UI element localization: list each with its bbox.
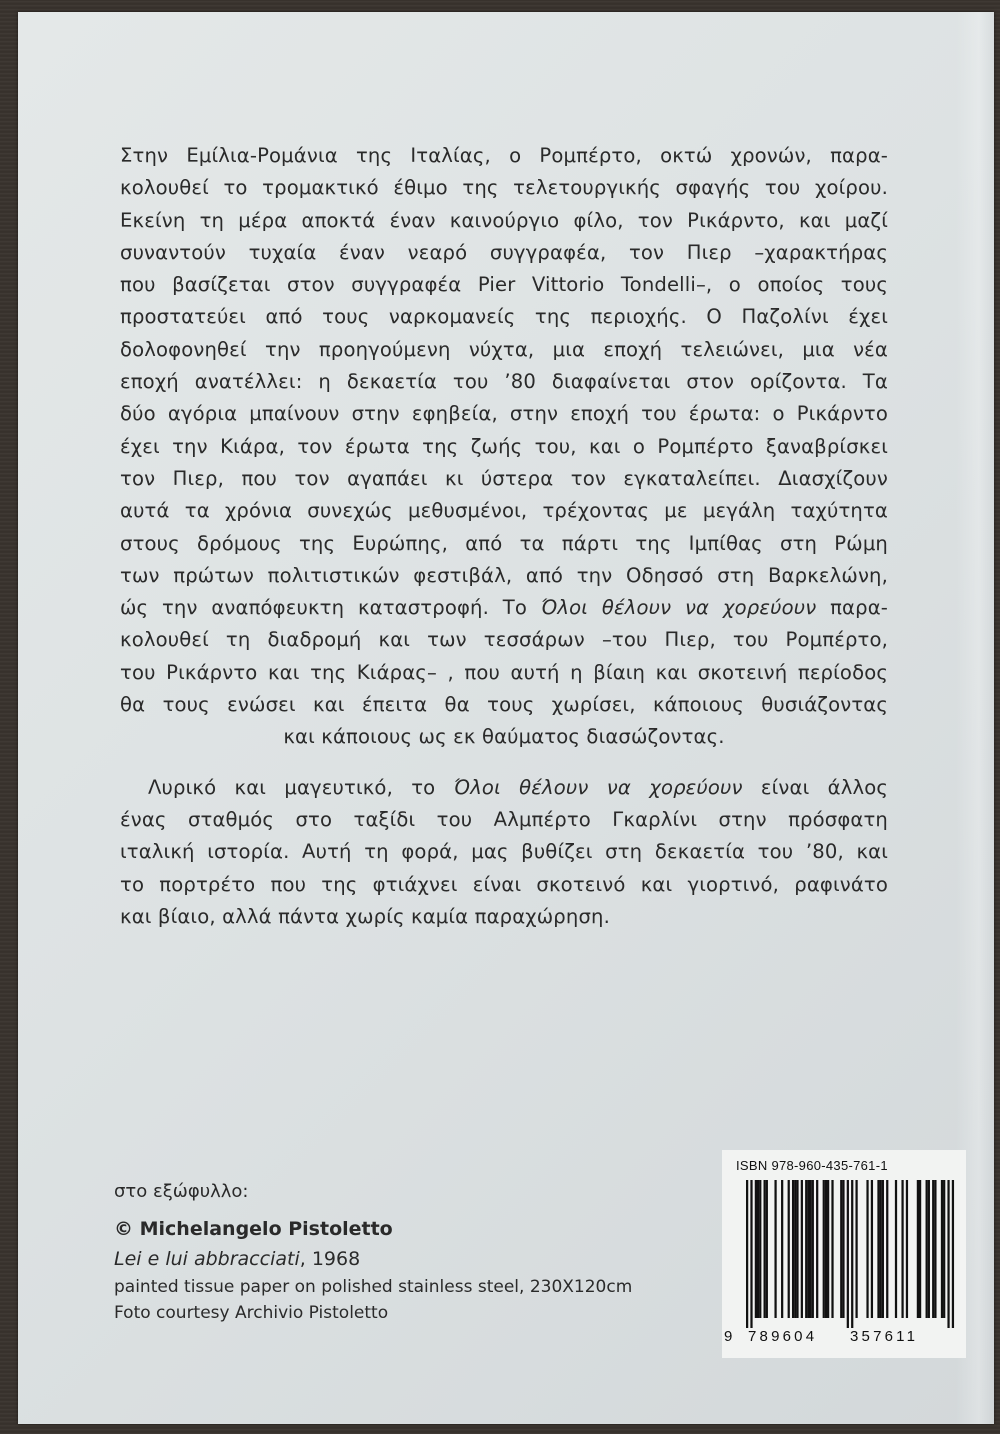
barcode-bar <box>781 1180 783 1318</box>
blurb-text-run: ώς την αναπόφευκτη καταστροφή. Το <box>120 596 541 620</box>
barcode-bar <box>941 1180 943 1318</box>
blurb-line: συναντούν τυχαία έναν νεαρό συγγραφέα, τον Πιερ –χαρακτήρας <box>120 240 888 264</box>
barcode-bar <box>788 1180 790 1318</box>
book-title-italic: Όλοι θέλουν να χορεύουν <box>540 596 817 620</box>
book-back-cover <box>18 12 994 1424</box>
barcode-bar <box>871 1180 873 1318</box>
blurb-line: και βίαιο, αλλά πάντα χωρίς καμία παραχώρηση. <box>120 904 610 928</box>
barcode-bar <box>866 1180 868 1318</box>
barcode-bar <box>847 1180 849 1328</box>
barcode-bar <box>764 1180 766 1318</box>
barcode-bar <box>947 1180 949 1328</box>
barcode-bar <box>809 1180 811 1318</box>
blurb-line: του Ρικάρντο και της Κιάρας– , που αυτή η βίαιη και σκοτεινή περίοδος <box>120 660 888 684</box>
blurb-line: τον Πιερ, που τον αγαπάει κι ύστερα τον εγκαταλείπει. Διασχίζουν <box>120 466 888 490</box>
blurb-text-run: παρα- <box>816 596 888 620</box>
barcode-bar <box>901 1180 903 1318</box>
book-title-italic: Όλοι θέλουν να χορεύουν <box>453 775 743 799</box>
blurb-line: δύο αγόρια μπαίνουν στην εφηβεία, στην εποχή του έρωτα: ο Ρικάρντο <box>120 402 888 426</box>
barcode-bar <box>926 1180 928 1318</box>
barcode-bar <box>952 1180 954 1328</box>
barcode-bar <box>842 1180 844 1318</box>
blurb-line: που βασίζεται στον συγγραφέα Pier Vittorio Tondelli–, ο οποίος τους <box>120 273 888 297</box>
barcode-bar <box>812 1180 814 1318</box>
blurb-line <box>120 772 888 804</box>
blurb-line: ιταλική ιστορία. Αυτή τη φορά, μας βυθίζει στη δεκαετία του ’80, και <box>120 840 888 864</box>
artwork-title-line <box>114 1244 674 1274</box>
barcode-bar <box>831 1180 833 1318</box>
blurb-paragraph-1 <box>120 140 888 754</box>
blurb-line: στους δρόμους της Ευρώπης, από τα πάρτι της Ιμπίθας στη Ρώμη <box>120 531 888 555</box>
barcode-digits <box>722 1328 966 1354</box>
blurb-line: θα τους ενώσει και έπειτα θα τους χωρίσει, κάποιους θυσιάζοντας <box>120 693 888 717</box>
barcode-bar <box>917 1180 919 1318</box>
blurb-line: Στην Εμίλια-Ρομάνια της Ιταλίας, ο Ρομπέρτο, οκτώ χρονών, παρα- <box>120 144 888 167</box>
barcode-bar <box>851 1180 853 1328</box>
barcode-bar <box>895 1180 897 1318</box>
barcode-bar <box>805 1180 807 1318</box>
cover-credits-label: στο εξώφυλλο: <box>114 1181 249 1202</box>
barcode-bar <box>928 1180 930 1318</box>
barcode-bar <box>746 1180 748 1328</box>
barcode-bar <box>759 1180 761 1318</box>
blurb-line: έχει την Κιάρα, τον έρωτα της ζωής του, και ο Ρομπέρτο ξαναβρίσκει <box>120 434 888 458</box>
blurb-line <box>120 592 888 624</box>
barcode-bar <box>882 1180 884 1318</box>
barcode-bar <box>877 1180 879 1318</box>
isbn-barcode <box>722 1150 966 1358</box>
barcode-bar <box>796 1180 798 1318</box>
barcode-bar <box>906 1180 908 1318</box>
barcode-bar <box>792 1180 794 1318</box>
blurb-line: κολουθεί το τρομακτικό έθιμο της τελετουργικής σφαγής του χοίρου. <box>120 176 888 200</box>
barcode-bar <box>886 1180 888 1318</box>
blurb-line: εποχή ανατέλλει: η δεκαετία του ’80 διαφαίνεται στον ορίζοντα. Τα <box>120 370 888 394</box>
blurb-line: ένας σταθμός στο ταξίδι του Αλμπέρτο Γκαρλίνι στην πρόσφατη <box>120 807 888 831</box>
isbn-label: ISBN 978-960-435-761-1 <box>736 1158 888 1173</box>
barcode-bar <box>750 1180 752 1328</box>
barcode-bar <box>807 1180 809 1318</box>
blurb-text-run: είναι άλλος <box>742 775 888 799</box>
barcode-bar <box>840 1180 842 1318</box>
blurb-line: αυτά τα χρόνια συνεχώς μεθυσμένοι, τρέχοντας με μεγάλη ταχύτητα <box>120 499 888 523</box>
barcode-bar <box>823 1180 825 1318</box>
artist-copyright: © Michelangelo Pistoletto <box>114 1218 393 1240</box>
artwork-title: Lei e lui abbracciati <box>114 1248 300 1270</box>
barcode-bar <box>757 1180 759 1318</box>
blurb-line: κολουθεί τη διαδρομή και των τεσσάρων –του Πιερ, του Ρομπέρτο, <box>120 628 888 652</box>
cover-credits <box>114 1177 674 1326</box>
barcode-bar <box>825 1180 827 1318</box>
barcode-bar <box>919 1180 921 1318</box>
barcode-digits-left: 789604 <box>748 1328 818 1345</box>
blurb-text-run: Λυρικό και μαγευτικό, το <box>148 775 454 799</box>
barcode-bar <box>943 1180 945 1318</box>
blurb-text <box>120 140 888 933</box>
barcode-digit-first: 9 <box>724 1328 733 1345</box>
barcode-bar <box>880 1180 882 1318</box>
barcode-bar <box>934 1180 936 1318</box>
blurb-line: Εκείνη τη μέρα αποκτά έναν καινούργιο φίλο, τον Ρικάρντο, και μαζί <box>120 208 888 232</box>
barcode-bar <box>774 1180 776 1318</box>
blurb-line: προστατεύει από τους ναρκομανείς της περιοχής. Ο Παζολίνι έχει <box>120 305 888 329</box>
blurb-paragraph-2 <box>120 772 888 933</box>
blurb-line: και κάποιους ως εκ θαύματος διασώζοντας. <box>283 725 725 749</box>
barcode-bar <box>755 1180 757 1318</box>
barcode-bar <box>932 1180 934 1318</box>
artwork-medium: painted tissue paper on polished stainless steel, 230X120cm <box>114 1277 633 1297</box>
barcode-bar <box>816 1180 818 1318</box>
barcode-bar <box>794 1180 796 1318</box>
barcode-bar <box>801 1180 803 1318</box>
barcode-digits-right: 357611 <box>850 1328 919 1345</box>
blurb-line: δολοφονηθεί την προηγούμενη νύχτα, μια εποχή τελειώνει, μια νέα <box>120 337 888 361</box>
artwork-year: , 1968 <box>299 1248 361 1270</box>
barcode-bar <box>827 1180 829 1318</box>
barcode-bar <box>766 1180 768 1318</box>
blurb-line: το πορτρέτο που της φτιάχνει είναι σκοτεινό και γιορτινό, ραφινάτο <box>120 872 888 896</box>
barcode-bars <box>734 1180 956 1328</box>
barcode-bar <box>855 1180 857 1318</box>
photo-credit: Foto courtesy Archivio Pistoletto <box>114 1303 389 1323</box>
blurb-line: των πρώτων πολιτιστικών φεστιβάλ, από την Οδησσό στη Βαρκελώνη, <box>120 563 888 587</box>
